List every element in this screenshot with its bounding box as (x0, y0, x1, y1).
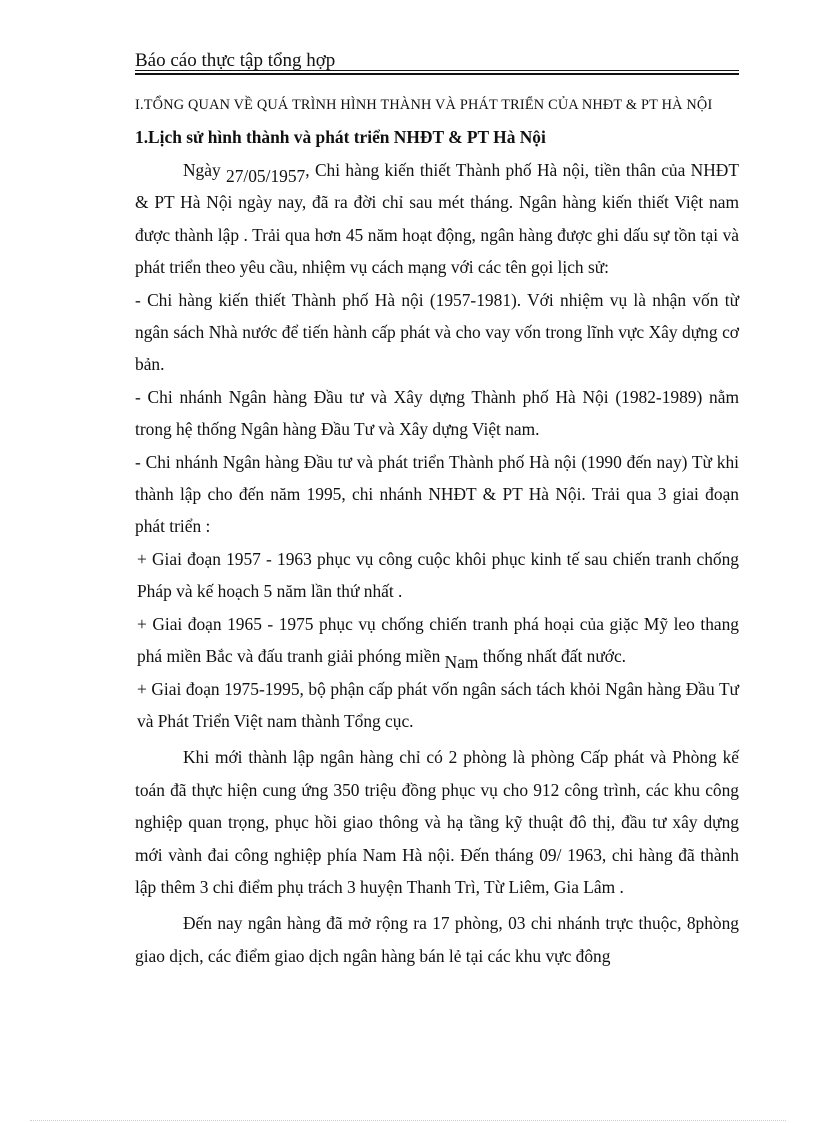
history-item: - Chi nhánh Ngân hàng Đầu tư và phát triển Thành phố Hà nội (1990 đến nay) Từ khi thành lập cho đến năm 1995, chi nhánh NHĐT & PT Hà Nội. Trải qua 3 giai đoạn phát triển : (135, 451, 739, 537)
stage-item: + Giai đoạn 1957 - 1963 phục vụ công cuộc khôi phục kinh tế sau chiến tranh chống Pháp và kế hoạch 5 năm lần thứ nhất . (137, 548, 739, 602)
founding-paragraph: Khi mới thành lập ngân hàng chỉ có 2 phòng là phòng Cấp phát và Phòng kế toán đã thực hiện cung ứng 350 triệu đồng phục vụ cho 912 công trình, các khu công nghiệp quan trọng, phục hồi giao thông và hạ tầng kỹ thuật đô thị, đầu tư xây dựng mới vành đai công nghiệp phía Nam Hà nội. Đến tháng 09/ 1963, chi hàng đã thành lập thêm 3 chi điểm phụ trách 3 huyện Thanh Trì, Từ Liêm, Gia Lâm . (135, 747, 739, 897)
header-title: Báo cáo thực tập tổng hợp (135, 50, 335, 74)
current-paragraph: Đến nay ngân hàng đã mở rộng ra 17 phòng, 03 chi nhánh trực thuộc, 8phòng giao dịch, các điểm giao dịch ngân hàng bán lẻ tại các khu vực đông (135, 913, 739, 966)
stage-2-end: thống nhất đất nước. (478, 646, 627, 667)
stage-item (135, 608, 739, 673)
document-body (135, 92, 739, 972)
section-heading: I.TỔNG QUAN VỀ QUÁ TRÌNH HÌNH THÀNH VÀ PHÁT TRIỂN CỦA NHĐT & PT HÀ NỘI (135, 97, 713, 113)
intro-prefix: Ngày (183, 160, 227, 180)
header-double-rule (135, 70, 739, 75)
intro-paragraph (135, 154, 739, 284)
page-bottom-border (30, 1120, 786, 1121)
founding-date: 27/05/1957 (226, 166, 306, 186)
history-item: - Chi hàng kiến thiết Thành phố Hà nội (1957-1981). Với nhiệm vụ là nhận vốn từ ngân sách Nhà nước để tiến hành cấp phát và cho vay vốn trong lĩnh vực Xây dựng cơ bản. (135, 289, 739, 375)
stage-2-text: + Giai đoạn 1965 - 1975 phục vụ chống chiến tranh phá hoại của giặc Mỹ leo thang phá miền Bắc và đấu tranh giải phóng miền (137, 613, 739, 667)
history-item: - Chi nhánh Ngân hàng Đầu tư và Xây dựng Thành phố Hà Nội (1982-1989) nằm trong hệ thống Ngân hàng Đầu Tư và Xây dựng Việt nam. (135, 386, 739, 440)
subsection-heading: 1.Lịch sử hình thành và phát triển NHĐT & PT Hà Nội (135, 127, 546, 147)
intro-rest: , Chi hàng kiến thiết Thành phố Hà nội, tiền thân của NHĐT & PT Hà Nội ngày nay, đã ra đời chỉ sau mét tháng. Ngân hàng kiến thiết Việt nam được thành lập . Trải qua hơn 45 năm hoạt động, ngân hàng được ghi dấu sự tồn tại và phát triển theo yêu cầu, nhiệm vụ cách mạng với các tên gọi lịch sử: (135, 160, 739, 278)
stage-2-south: Nam (444, 652, 479, 673)
stage-item: + Giai đoạn 1975-1995, bộ phận cấp phát vốn ngân sách tách khỏi Ngân hàng Đầu Tư và Phát Triển Việt nam thành Tổng cục. (137, 678, 739, 731)
